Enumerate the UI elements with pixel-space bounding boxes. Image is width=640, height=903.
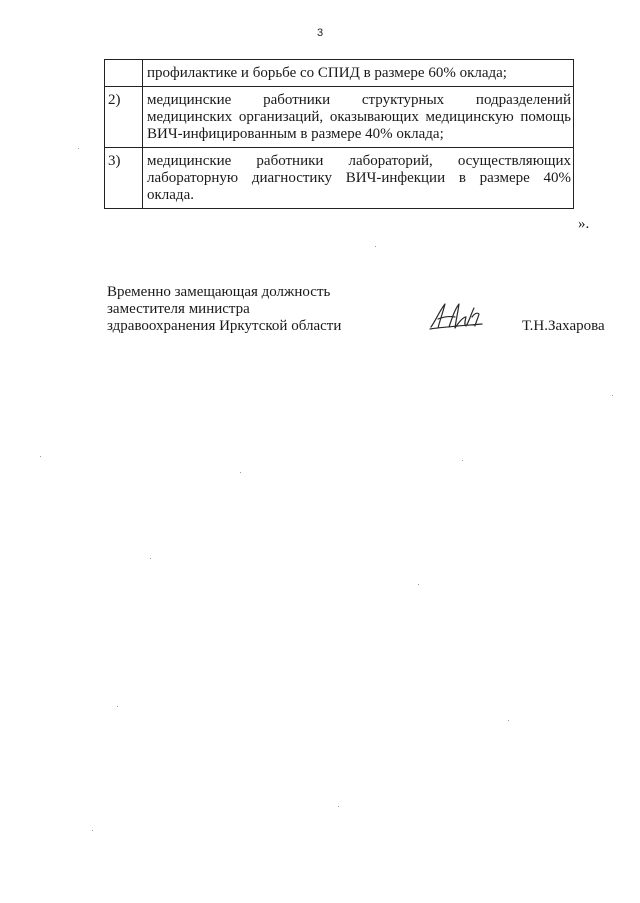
row-text: профилактике и борьбе со СПИД в размере 60% оклада; bbox=[143, 60, 574, 87]
scan-speck bbox=[508, 720, 509, 721]
handwritten-signature bbox=[428, 300, 484, 332]
items-table bbox=[104, 59, 574, 209]
scan-speck bbox=[40, 456, 41, 457]
scan-speck bbox=[240, 472, 241, 473]
position-line-1: Временно замещающая должность bbox=[107, 284, 331, 300]
row-number: 2) bbox=[105, 87, 143, 148]
page-number: 3 bbox=[316, 27, 324, 39]
scan-speck bbox=[462, 460, 463, 461]
scan-speck bbox=[612, 395, 613, 396]
signatory-position bbox=[107, 284, 341, 335]
table-row bbox=[105, 87, 574, 148]
scan-speck bbox=[375, 246, 376, 247]
scan-speck bbox=[92, 830, 93, 831]
closing-quote: ». bbox=[578, 216, 590, 232]
scan-speck bbox=[150, 558, 151, 559]
scan-speck bbox=[338, 806, 339, 807]
row-number: 3) bbox=[105, 148, 143, 209]
table-row bbox=[105, 148, 574, 209]
scan-speck bbox=[117, 706, 118, 707]
row-text: медицинские работники лабораторий, осуществляющих лабораторную диагностику ВИЧ-инфекции в размере 40% оклада. bbox=[143, 148, 574, 209]
scan-speck bbox=[418, 584, 419, 585]
position-line-3: здравоохранения Иркутской области bbox=[107, 318, 342, 334]
signer-name: Т.Н.Захарова bbox=[522, 318, 605, 334]
scan-speck bbox=[78, 148, 79, 149]
row-number bbox=[105, 60, 143, 87]
position-line-2: заместителя министра bbox=[107, 301, 250, 317]
table-row bbox=[105, 60, 574, 87]
row-text: медицинские работники структурных подразделений медицинских организаций, оказывающих медицинскую помощь ВИЧ-инфицированным в размере 40% оклада; bbox=[143, 87, 574, 148]
